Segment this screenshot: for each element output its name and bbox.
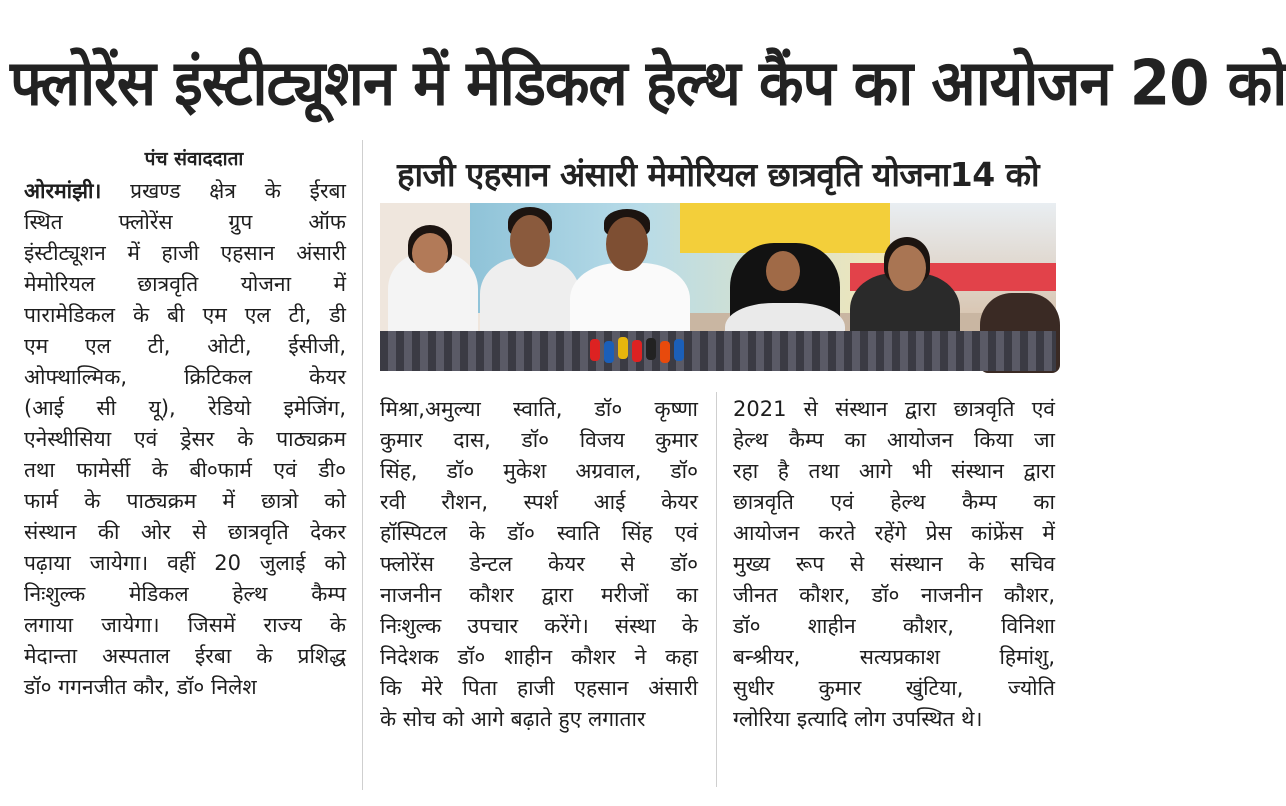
dateline: ओरमांझी। [24,179,102,203]
article-line: ग्लोरिया इत्यादि लोग उपस्थित थे। [733,707,983,731]
article-line: मेदान्ता अस्पताल ईरबा के प्रशिद्ध [24,644,346,668]
article-line: सिंह, डॉ० मुकेश अग्रवाल, डॉ० [380,459,698,483]
article-line: आयोजन करते रहेंगे प्रेस कांफ्रेंस में [733,521,1055,545]
article-line: सुधीर कुमार खुंटिया, ज्योति [733,676,1055,700]
article-line: हॉस्पिटल के डॉ० स्वाति सिंह एवं [380,521,698,545]
subheadline: हाजी एहसान अंसारी मेमोरियल छात्रवृति योजना14 को [396,155,1040,194]
article-line: बन्श्रीयर, सत्यप्रकाश हिमांशु, [733,645,1055,669]
article-line: कुमार दास, डॉ० विजय कुमार [380,428,698,452]
article-line: नाजनीन कौशर द्वारा मरीजों का [380,583,698,607]
article-line: तथा फामेर्सी के बी०फार्म एवं डी० [24,458,346,482]
article-line: एनेस्थीसिया एवं ड्रेसर के पाठ्यक्रम [24,427,346,451]
column-divider [716,392,717,787]
headline: फ्लोरेंस इंस्टीट्यूशन में मेडिकल हेल्थ कैंप का आयोजन 20 को [10,46,1286,120]
article-line: मुख्य रूप से संस्थान के सचिव [733,552,1055,576]
article-line: संस्थान की ओर से छात्रवृति देकर [24,520,346,544]
article-column-2 [380,394,698,735]
article-line: जीनत कौशर, डॉ० नाजनीन कौशर, [733,583,1055,607]
press-conference-photo [380,203,1056,371]
article-line: इंस्टीट्यूशन में हाजी एहसान अंसारी [24,241,346,265]
article-line: ओरमांझी। प्रखण्ड क्षेत्र के ईरबा [24,179,346,203]
column-divider [362,140,363,790]
article-line: पारामेडिकल के बी एम एल टी, डी [24,303,346,327]
article-line: रवी रौशन, स्पर्श आई केयर [380,490,698,514]
article-line: छात्रवृति एवं हेल्थ कैम्प का [733,490,1055,514]
article-line: कि मेरे पिता हाजी एहसान अंसारी [380,676,698,700]
article-line: फ्लोरेंस डेन्टल केयर से डॉ० [380,552,698,576]
article-line: पढ़ाया जायेगा। वहीं 20 जुलाई को [24,551,346,575]
article-line: मेमोरियल छात्रवृति योजना में [24,272,346,296]
article-line: एम एल टी, ओटी, ईसीजी, [24,334,346,358]
article-line: (आई सी यू), रेडियो इमेजिंग, [24,396,346,420]
article-line: निदेशक डॉ० शाहीन कौशर ने कहा [380,645,698,669]
article-line: डॉ० गगनजीत कौर, डॉ० निलेश [24,675,257,699]
article-line: स्थित फ्लोरेंस ग्रुप ऑफ [24,210,346,234]
article-line: ओफ्थाल्मिक, क्रिटिकल केयर [24,365,346,389]
article-column-1 [24,176,346,703]
article-line: के सोच को आगे बढ़ाते हुए लगातार [380,707,646,731]
article-line: निःशुल्क उपचार करेंगे। संस्था के [380,614,698,638]
article-line: रहा है तथा आगे भी संस्थान द्वारा [733,459,1055,483]
article-line: हेल्थ कैम्प का आयोजन किया जा [733,428,1055,452]
byline: पंच संवाददाता [144,148,244,170]
article-line: निःशुल्क मेडिकल हेल्थ कैम्प [24,582,346,606]
article-line: 2021 से संस्थान द्वारा छात्रवृति एवं [733,397,1055,421]
article-line: लगाया जायेगा। जिसमें राज्य के [24,613,346,637]
article-column-3 [733,394,1055,735]
article-line: डॉ० शाहीन कौशर, विनिशा [733,614,1055,638]
article-line: फार्म के पाठ्यक्रम में छात्रो को [24,489,346,513]
article-line: मिश्रा,अमुल्या स्वाति, डॉ० कृष्णा [380,397,698,421]
